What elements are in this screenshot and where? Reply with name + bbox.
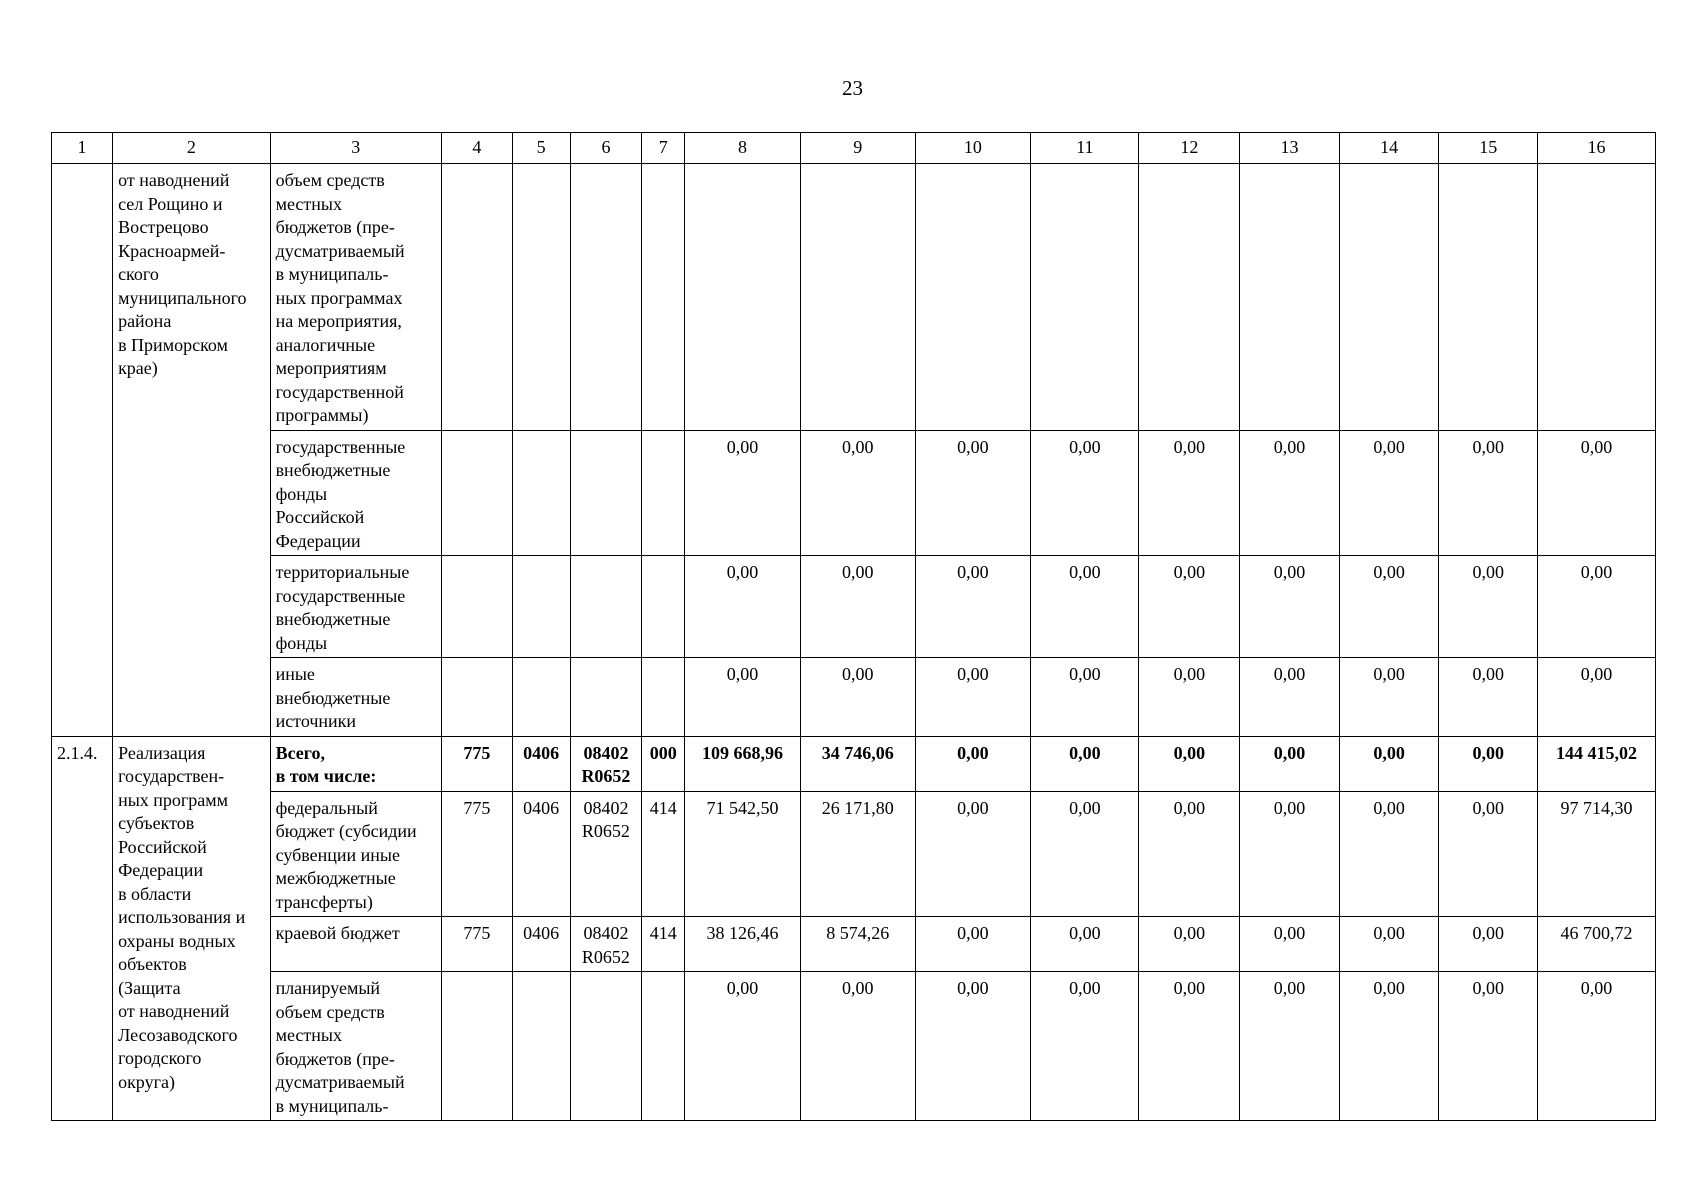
source-label-cell [270,430,441,556]
column-header-14: 14 [1339,133,1439,164]
item-title-cell [113,164,271,737]
code-cell [642,430,685,556]
source-label-cell-line: трансферты) [275,891,373,912]
item-title-cell-line: сел Рощино и [118,193,223,214]
value-cell: 0,00 [915,556,1031,658]
column-header-16: 16 [1538,133,1656,164]
code-cell: 775 [441,917,512,972]
source-label-cell-line: планируемый [275,978,381,998]
value-cell: 0,00 [1240,658,1340,737]
source-label-cell-line: бюджет (субсидии [275,821,417,841]
value-cell: 0,00 [800,556,915,658]
column-header-8: 8 [685,133,801,164]
table-row [52,972,1656,1121]
code-cell [570,917,642,972]
table-row [52,430,1656,556]
value-cell: 0,00 [915,972,1031,1121]
source-label-cell-line: внебюджетные [275,687,391,708]
source-label-cell-line: местных [275,1025,342,1045]
value-cell: 0,00 [1139,658,1240,737]
value-cell: 0,00 [915,430,1031,556]
value-cell: 0,00 [1339,736,1439,791]
value-cell: 0,00 [1240,430,1340,556]
table-row [52,917,1656,972]
value-cell: 0,00 [1031,556,1139,658]
value-cell: 0,00 [1240,556,1340,658]
source-label-cell [270,917,441,972]
column-header-13: 13 [1240,133,1340,164]
column-header-11: 11 [1031,133,1139,164]
value-cell: 97 714,30 [1538,791,1656,917]
value-cell [800,164,915,431]
column-header-4: 4 [441,133,512,164]
source-label-cell-line: Федерации [275,530,361,551]
code-cell [570,164,642,431]
value-cell: 0,00 [1339,658,1439,737]
code-cell-line: 08402 [583,797,629,818]
value-cell: 0,00 [1439,736,1538,791]
item-title-cell-line: Вострецово [118,217,209,237]
source-label-cell-line: объем средств [275,1001,385,1022]
item-title-cell-line: использования и [118,907,246,927]
code-cell-line: R0652 [581,821,630,841]
value-cell: 0,00 [1339,917,1439,972]
item-title-cell-line: Лесозаводского [118,1024,238,1045]
source-label-cell [270,972,441,1121]
code-cell [441,972,512,1121]
code-cell [570,791,642,917]
source-label-cell-line: государственные [275,436,406,457]
item-title-cell-line: ных программ [118,789,229,810]
value-cell: 0,00 [1439,791,1538,917]
code-cell: 0406 [512,791,570,917]
value-cell: 0,00 [915,658,1031,737]
source-label-cell-line: аналогичные [275,334,376,355]
source-label-cell-line: государственной [275,381,404,402]
code-cell: 414 [642,917,685,972]
value-cell [1139,164,1240,431]
source-label-cell-line: в муниципаль- [275,264,389,284]
item-number-cell: 2.1.4. [52,736,113,1121]
source-label-cell-line: дусматриваемый [275,1072,405,1092]
code-cell [570,556,642,658]
value-cell: 34 746,06 [800,736,915,791]
source-label-cell-line: ных программах [275,287,403,308]
item-title-cell-line: в области [118,883,192,904]
value-cell: 0,00 [685,658,801,737]
column-header-15: 15 [1439,133,1538,164]
source-label-cell [270,791,441,917]
value-cell [1339,164,1439,431]
source-label-cell [270,556,441,658]
item-title-cell-line: крае) [118,358,158,378]
code-cell [512,972,570,1121]
item-title-cell-line: района [118,311,172,331]
source-label-cell-line: в муниципаль- [275,1095,389,1116]
source-label-cell-line: краевой бюджет [275,923,400,943]
source-label-cell-line: внебюджетные [275,609,391,629]
value-cell: 46 700,72 [1538,917,1656,972]
source-label-cell-line: субвенции иные [275,844,400,865]
column-header-9: 9 [800,133,915,164]
source-label-cell-line: территориальные [275,562,410,582]
item-title-cell-line: от наводнений [118,1001,230,1021]
code-cell-line: 08402 [583,923,629,943]
value-cell: 0,00 [800,658,915,737]
value-cell: 0,00 [915,917,1031,972]
source-label-cell-line: иные [275,664,315,684]
value-cell: 0,00 [1538,430,1656,556]
value-cell: 0,00 [1031,658,1139,737]
value-cell: 8 574,26 [800,917,915,972]
item-title-cell-line: Реализация [118,742,206,763]
code-cell [642,658,685,737]
source-label-cell-line: дусматриваемый [275,240,405,261]
source-label-cell-line: местных [275,193,342,214]
value-cell: 26 171,80 [800,791,915,917]
source-label-cell-line: в том числе: [275,766,377,786]
value-cell: 0,00 [685,972,801,1121]
value-cell [1538,164,1656,431]
value-cell: 0,00 [1339,791,1439,917]
source-label-cell-line: Всего, [275,742,325,763]
code-cell [512,164,570,431]
value-cell [1240,164,1340,431]
table-row [52,736,1656,791]
code-cell-line: 08402 [583,742,629,763]
source-label-cell-line: фонды [275,632,328,653]
value-cell: 0,00 [1031,736,1139,791]
value-cell: 0,00 [1439,917,1538,972]
table-row [52,791,1656,917]
column-header-1: 1 [52,133,113,164]
column-header-7: 7 [642,133,685,164]
source-label-cell-line: источники [275,711,357,731]
page-number: 23 [842,76,863,100]
code-cell [570,430,642,556]
value-cell: 0,00 [1031,430,1139,556]
source-label-cell-line: бюджетов (пре- [275,217,395,237]
value-cell: 0,00 [1538,658,1656,737]
column-header-3: 3 [270,133,441,164]
code-cell [570,658,642,737]
source-label-cell-line: мероприятиям [275,358,387,378]
value-cell [685,164,801,431]
value-cell: 0,00 [1139,556,1240,658]
item-title-cell-line: (Защита [118,977,181,998]
value-cell: 71 542,50 [685,791,801,917]
code-cell: 414 [642,791,685,917]
budget-table [51,132,1656,1121]
code-cell [512,556,570,658]
source-label-cell-line: фонды [275,483,328,504]
value-cell: 0,00 [1538,556,1656,658]
code-cell: 000 [642,736,685,791]
source-label-cell [270,164,441,431]
value-cell [1031,164,1139,431]
value-cell: 0,00 [1139,791,1240,917]
item-title-cell-line: государствен- [118,766,225,786]
value-cell: 0,00 [1139,972,1240,1121]
value-cell: 38 126,46 [685,917,801,972]
value-cell: 0,00 [1240,917,1340,972]
item-title-cell-line: в Приморском [118,334,228,355]
source-label-cell-line: государственные [275,585,406,606]
code-cell [642,556,685,658]
code-cell [642,164,685,431]
code-cell [441,556,512,658]
value-cell: 0,00 [1139,430,1240,556]
item-title-cell-line: Российской [118,836,207,857]
value-cell: 0,00 [1031,917,1139,972]
value-cell: 0,00 [1439,658,1538,737]
value-cell: 0,00 [1139,736,1240,791]
code-cell: 0406 [512,736,570,791]
value-cell: 0,00 [800,430,915,556]
column-header-5: 5 [512,133,570,164]
source-label-cell [270,658,441,737]
value-cell: 109 668,96 [685,736,801,791]
value-cell: 0,00 [685,430,801,556]
item-title-cell-line: ского [118,264,159,284]
item-title-cell-line: Федерации [118,860,204,880]
item-title-cell-line: муниципального [118,287,247,308]
column-header-10: 10 [915,133,1031,164]
source-label-cell-line: межбюджетные [275,868,396,888]
value-cell: 0,00 [1240,736,1340,791]
source-label-cell-line: внебюджетные [275,460,391,480]
item-title-cell-line: Красноармей- [118,240,226,261]
code-cell [570,736,642,791]
value-cell: 0,00 [1339,972,1439,1121]
source-label-cell-line: бюджетов (пре- [275,1048,395,1069]
column-header-12: 12 [1139,133,1240,164]
value-cell: 144 415,02 [1538,736,1656,791]
code-cell-line: R0652 [581,766,631,786]
source-label-cell [270,736,441,791]
value-cell [915,164,1031,431]
code-cell [642,972,685,1121]
code-cell [441,430,512,556]
value-cell: 0,00 [1439,972,1538,1121]
source-label-cell-line: на мероприятия, [275,311,402,331]
item-title-cell [113,736,271,1121]
value-cell: 0,00 [1339,430,1439,556]
source-label-cell-line: федеральный [275,797,378,818]
item-title-cell-line: субъектов [118,813,195,833]
value-cell: 0,00 [915,736,1031,791]
source-label-cell-line: Российской [275,507,365,527]
code-cell: 0406 [512,917,570,972]
value-cell: 0,00 [1031,791,1139,917]
column-number-row [52,133,1656,164]
table-row [52,658,1656,737]
code-cell [512,658,570,737]
value-cell: 0,00 [1538,972,1656,1121]
item-title-cell-line: объектов [118,954,187,974]
value-cell: 0,00 [1031,972,1139,1121]
value-cell: 0,00 [1240,972,1340,1121]
code-cell [441,658,512,737]
source-label-cell-line: объем средств [275,170,385,190]
item-title-cell-line: от наводнений [118,170,230,190]
column-header-2: 2 [113,133,271,164]
item-number-cell [52,164,113,737]
value-cell: 0,00 [915,791,1031,917]
code-cell: 775 [441,736,512,791]
item-title-cell-line: городского [118,1048,202,1068]
value-cell: 0,00 [1139,917,1240,972]
code-cell [512,430,570,556]
item-title-cell-line: округа) [118,1071,175,1092]
item-title-cell-line: охраны водных [118,930,236,951]
value-cell: 0,00 [685,556,801,658]
value-cell [1439,164,1538,431]
value-cell: 0,00 [1339,556,1439,658]
code-cell [441,164,512,431]
value-cell: 0,00 [800,972,915,1121]
value-cell: 0,00 [1240,791,1340,917]
source-label-cell-line: программы) [275,405,369,425]
value-cell: 0,00 [1439,556,1538,658]
column-header-6: 6 [570,133,642,164]
code-cell: 775 [441,791,512,917]
code-cell [570,972,642,1121]
code-cell-line: R0652 [581,946,630,967]
table-row [52,164,1656,431]
value-cell: 0,00 [1439,430,1538,556]
table-row [52,556,1656,658]
